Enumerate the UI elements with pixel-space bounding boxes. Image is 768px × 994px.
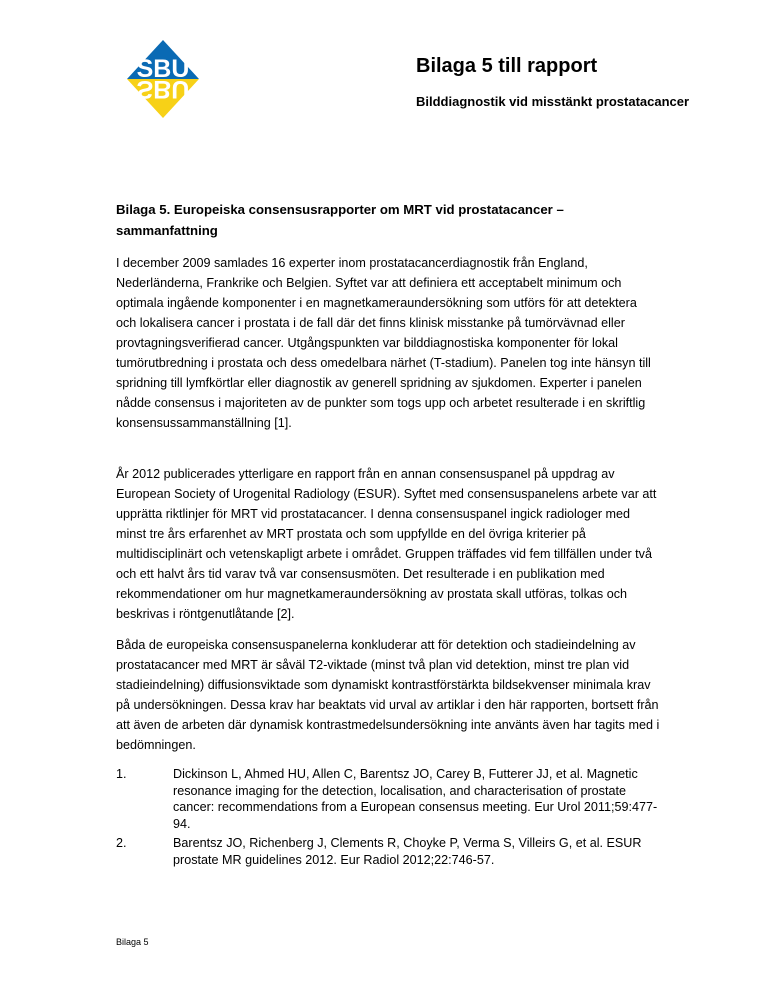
reference-text: Dickinson L, Ahmed HU, Allen C, Barentsz JO, Carey B, Futterer JJ, et al. Magnetic resonance imaging for the detection, localisation, and characterisation of prostate cancer: recommendations from a European consensus meeting. Eur Urol 2011;59:477-94. [173, 767, 658, 831]
report-title: Bilaga 5 till rapport [416, 55, 598, 77]
section-title: Bilaga 5. Europeiska consensusrapporter om MRT vid prostatacancer – sammanfattning [116, 202, 564, 238]
main-content [116, 199, 660, 871]
sbu-logo [127, 40, 199, 118]
reference-item [116, 766, 660, 832]
paragraph-2: År 2012 publicerades ytterligare en rapport från en annan consensuspanel på uppdrag av European Society of Urogenital Radiology (ESUR). Syftet med consensuspanelens arbete var att upprätta riktlinjer för MRT vid prostatacancer. I denna consensuspanel ingick radiologer med minst tre års erfarenhet av MRT prostata och som uppfyllde en del övriga kriterier på multidisciplinärt och vetenskapligt arbete i området. Gruppen träffades vid fem tillfällen under två och ett halvt års tid varav två var consensusmöten. Det resulterade i en publikation med rekommendationer om hur magnetkameraundersökning av prostata skall utföras, tolkas och beskrivas i röntgenutlåtande [2]. [116, 467, 657, 621]
reference-text: Barentsz JO, Richenberg J, Clements R, Choyke P, Verma S, Villeirs G, et al. ESUR prostate MR guidelines 2012. Eur Radiol 2012;22:746-57. [173, 836, 642, 867]
reference-item [116, 835, 660, 868]
reference-number: 2. [116, 836, 127, 850]
paragraph-3: Båda de europeiska consensuspanelerna konkluderar att för detektion och stadieindelning av prostatacancer med MRT är såväl T2-viktade (minst två plan vid detektion, minst tre plan vid stadieindelning) diffusionsviktade som dynamiskt kontrastförstärkta bildsekvenser minimala krav på undersökningen. Dessa krav har beaktats vid urval av artiklar i den här rapporten, bortsett från att även de arbeten där dynamisk kontrastmedelsundersökning inte använts även har tagits med i bedömningen. [116, 638, 660, 752]
reference-number: 1. [116, 767, 127, 781]
paragraph-1: I december 2009 samlades 16 experter inom prostatacancerdiagnostik från England, Nederländerna, Frankrike och Belgien. Syftet var att definiera ett acceptabelt minimum och optimala ingående komponenter i en magnetkameraundersökning som utförs för att detektera och lokalisera cancer i prostata i de fall där det finns klinisk misstanke på tumörvävnad eller provtagningsverifierad cancer. Utgångspunkten var bilddiagnostiska komponenter för lokal tumörutbredning i prostata och dess omedelbara närhet (T-stadium). Panelen tog inte hänsyn till spridning till lymfkörtlar eller diagnostik av generell spridning av sjukdomen. Experter i panelen nådde consensus i majoriteten av de punkter som togs upp och arbetet resulterade i en skriftlig konsensussammanställning [1]. [116, 256, 651, 430]
report-subtitle: Bilddiagnostik vid misstänkt prostatacancer [416, 94, 690, 109]
svg-text:SBU: SBU [136, 55, 190, 83]
svg-text:SBU: SBU [136, 75, 190, 103]
reference-list [116, 766, 660, 868]
page-footer: Bilaga 5 [116, 937, 149, 947]
